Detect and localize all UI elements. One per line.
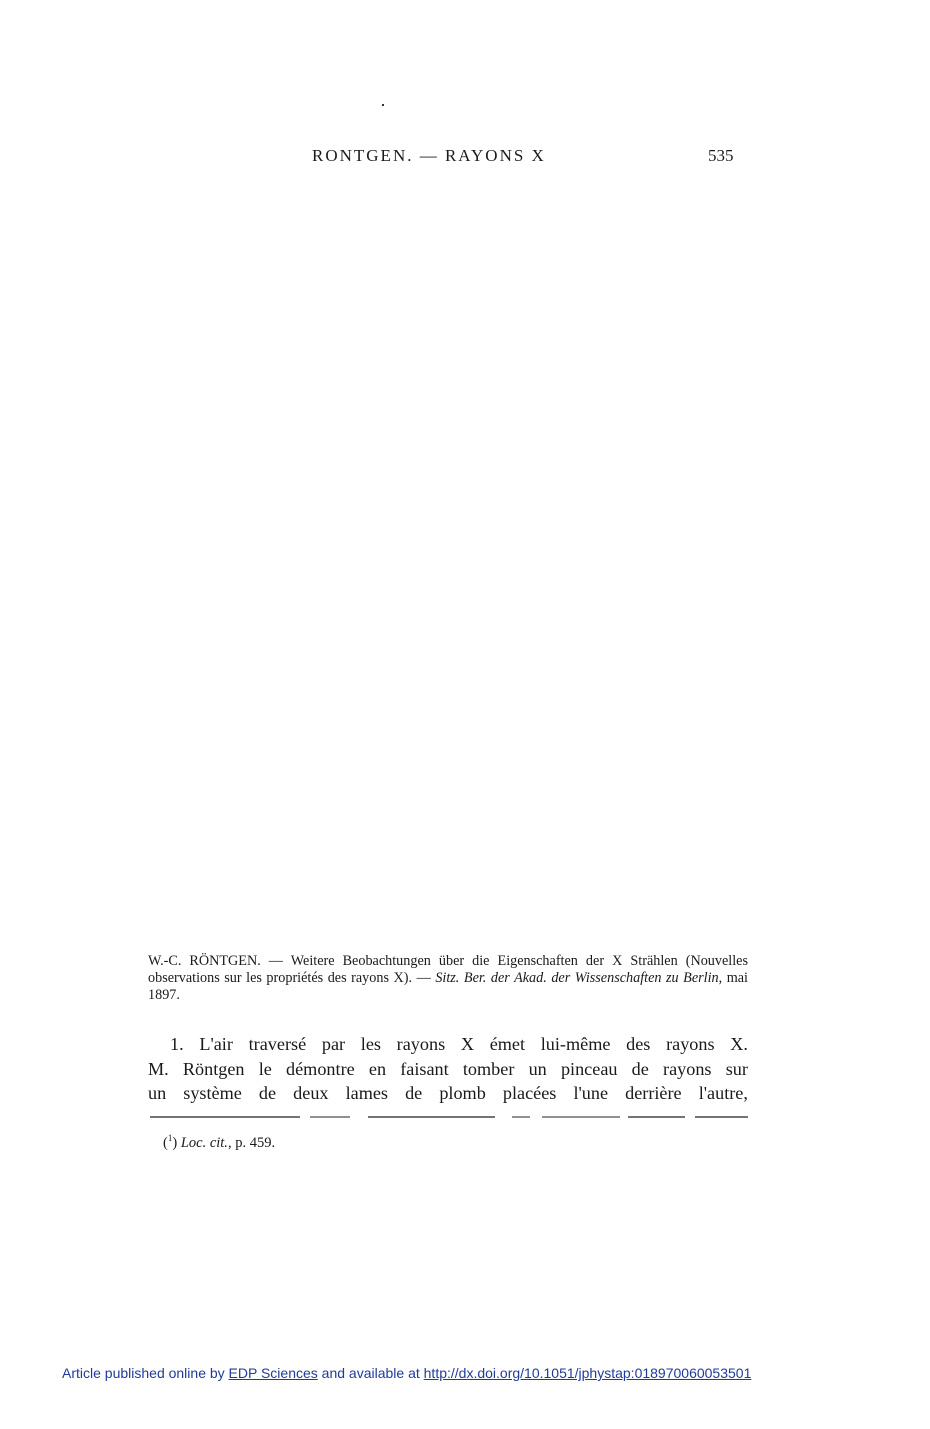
publisher-notice-middle: and available at xyxy=(317,1365,424,1381)
paragraph-word: rayons xyxy=(396,1034,446,1054)
paragraph-word: Röntgen xyxy=(182,1058,245,1079)
publisher-notice-prefix: Article published online by xyxy=(62,1365,229,1381)
body-paragraph xyxy=(148,1032,748,1106)
footnote-ref: Loc. cit. xyxy=(180,1134,228,1151)
reference-date: , mai 1897. xyxy=(148,970,749,1003)
footnote: ($^1$) Loc. cit., p. 459. xyxy=(163,1133,276,1151)
paragraph-word: par xyxy=(321,1034,346,1054)
paragraph-word: rayons xyxy=(666,1034,715,1054)
paragraph-word: pinceau xyxy=(560,1058,618,1079)
doi-link[interactable]: http://dx.doi.org/10.1051/jphystap:018970060053501 xyxy=(423,1365,752,1381)
paragraph-word: un xyxy=(528,1058,547,1079)
paragraph-word: le xyxy=(258,1058,272,1079)
paragraph-word: faisant xyxy=(400,1058,449,1079)
paragraph-word: placées xyxy=(502,1083,557,1103)
paragraph-word: lui-même xyxy=(540,1034,611,1054)
paragraph-word: sur xyxy=(725,1058,748,1079)
reference-title-fr: (Nouvelles observations sur les propriétés des rayons X). — xyxy=(148,953,748,986)
paragraph-word: 1. xyxy=(170,1034,184,1054)
bibliographic-reference xyxy=(148,953,748,1004)
reference-journal: Sitz. Ber. der Akad. der Wissenschaften zu Berlin xyxy=(435,970,719,986)
footnote-rule xyxy=(150,1116,748,1118)
paragraph-word: L'air xyxy=(199,1034,233,1054)
footnote-marker: 1 xyxy=(167,1133,173,1143)
paragraph-word: l'autre, xyxy=(698,1083,748,1103)
paragraph-line xyxy=(148,1057,748,1082)
paragraph-word: tomber xyxy=(462,1058,515,1079)
paragraph-word: de xyxy=(258,1083,277,1103)
paragraph-word: X xyxy=(460,1034,474,1054)
paragraph-word: traversé xyxy=(248,1034,307,1054)
paragraph-word: derrière xyxy=(625,1083,682,1103)
paragraph-word: plomb xyxy=(439,1083,486,1103)
publisher-notice xyxy=(62,1365,751,1381)
paragraph-line xyxy=(148,1032,748,1057)
paragraph-word: un xyxy=(148,1083,167,1103)
paragraph-word: les xyxy=(360,1034,381,1054)
paragraph-word: deux xyxy=(293,1083,329,1103)
paragraph-word: émet xyxy=(489,1034,526,1054)
paragraph-word: X. xyxy=(730,1034,748,1054)
paragraph-word: démontre xyxy=(286,1058,355,1079)
paragraph-word: de xyxy=(631,1058,649,1079)
footnote-page: , p. 459. xyxy=(227,1134,276,1151)
paragraph-word: en xyxy=(368,1058,387,1079)
paragraph-word: des xyxy=(626,1034,651,1054)
paragraph-line xyxy=(148,1081,748,1106)
paragraph-word: lames xyxy=(345,1083,389,1103)
paragraph-word: rayons xyxy=(663,1058,712,1079)
reference-dash: — xyxy=(260,953,291,969)
reference-author: W.-C. RÖNTGEN. xyxy=(148,953,261,969)
page-number: 535 xyxy=(708,146,734,165)
scan-speck xyxy=(382,104,384,106)
paragraph-word: l'une xyxy=(573,1083,609,1103)
paragraph-word: M. xyxy=(148,1058,169,1079)
paragraph-word: système xyxy=(183,1083,242,1103)
reference-title-de: Weitere Beobachtungen über die Eigenschaften der X Strählen xyxy=(290,953,678,969)
publisher-link[interactable]: EDP Sciences xyxy=(228,1365,318,1381)
paragraph-word: de xyxy=(405,1083,423,1103)
running-title: RONTGEN. — RAYONS X xyxy=(312,146,546,165)
